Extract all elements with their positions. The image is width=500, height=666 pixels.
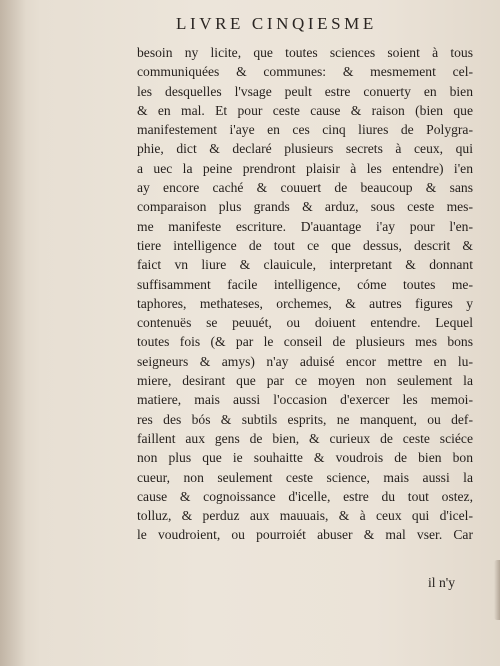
text-line: manifestement i'aye en ces cinq liures de Polygra-: [137, 122, 473, 138]
spine-shadow: [0, 0, 26, 666]
text-line: res des bós & subtils esprits, ne manquent, ou def-: [137, 411, 473, 427]
text-line: faillent aux gens de bien, & curieux de ceste sciéce: [137, 430, 473, 446]
page-edge-mark: [494, 560, 500, 620]
body-text: [137, 43, 473, 545]
text-line: comparaison plus grands & arduz, sous ceste mes-: [137, 199, 473, 215]
running-head: LIVRE CINQIESME: [176, 14, 377, 33]
text-line: le voudroient, ou pourroiét abuser & mal vser. Car: [137, 527, 473, 543]
text-line: a uec la peine prendront plaisir à les entendre) i'en: [137, 160, 473, 176]
text-line: ay encore caché & couuert de beaucoup & sans: [137, 180, 473, 196]
catchword: il n'y: [428, 575, 455, 590]
text-line: suffisamment facile intelligence, cóme toutes me-: [137, 276, 473, 292]
text-line: & en mal. Et pour ceste cause & raison (bien que: [137, 102, 473, 118]
text-line: besoin ny licite, que toutes sciences soient à tous: [137, 45, 473, 60]
text-line: phie, dict & declaré plusieurs secrets à ceux, qui: [137, 141, 473, 157]
text-line: les desquelles l'vsage peult estre conuerty en bien: [137, 83, 473, 99]
text-line: cause & cognoissance d'icelle, estre du tout ostez,: [137, 488, 473, 504]
text-line: tiere intelligence de tout ce que dessus, descrit &: [137, 237, 473, 253]
text-line: contenuës se peuuét, ou doiuent entendre. Lequel: [137, 315, 473, 331]
text-line: toutes fois (& par le conseil de plusieurs mes bons: [137, 334, 473, 350]
text-line: tolluz, & perduz aux mauuais, & à ceux qui d'icel-: [137, 508, 473, 524]
text-line: cueur, non seulement ceste science, mais aussi la: [137, 469, 473, 485]
text-line: matiere, mais aussi l'occasion d'exercer les memoi-: [137, 392, 473, 408]
text-line: me manifeste escriture. D'auantage i'ay pour l'en-: [137, 218, 473, 234]
text-line: miere, desirant que par ce moyen non seulement la: [137, 373, 473, 389]
text-line: non plus que ie souhaitte & voudrois de bien bon: [137, 450, 473, 466]
text-line: seigneurs & amys) n'ay aduisé encor mettre en lu-: [137, 353, 473, 369]
text-line: communiquées & communes: & mesmement cel-: [137, 64, 473, 80]
text-line: taphores, methateses, orchemes, & autres figures y: [137, 295, 473, 311]
text-line: faict vn liure & clauicule, interpretant & donnant: [137, 257, 473, 273]
